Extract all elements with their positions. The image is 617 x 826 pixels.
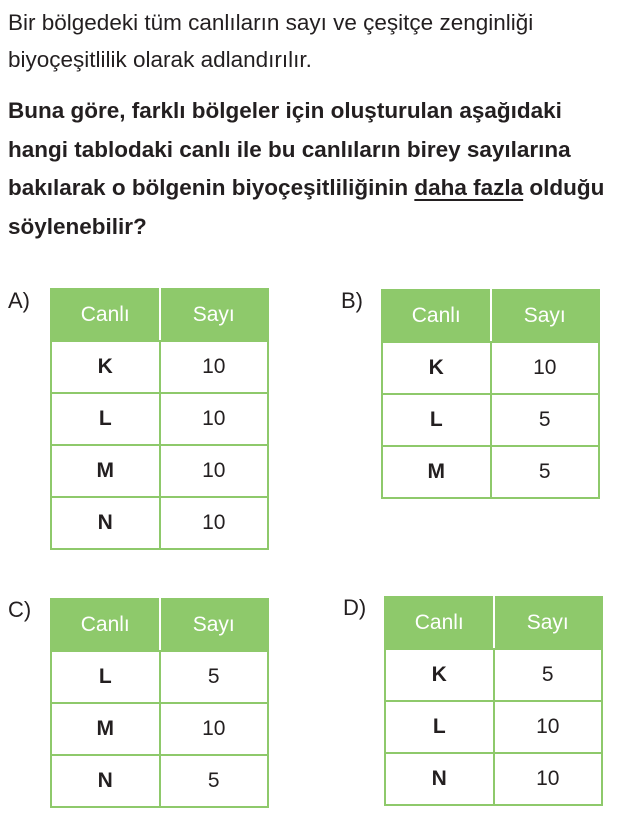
organism-cell: L bbox=[51, 393, 160, 445]
table-header-row bbox=[51, 599, 268, 651]
column-header: Canlı bbox=[382, 290, 491, 342]
organism-cell: N bbox=[51, 497, 160, 549]
table-header-row bbox=[382, 290, 599, 342]
table-row bbox=[51, 497, 268, 549]
table-header-row bbox=[51, 289, 268, 341]
table-row bbox=[51, 341, 268, 393]
column-header: Canlı bbox=[51, 289, 160, 341]
table-row bbox=[51, 445, 268, 497]
organism-cell: M bbox=[51, 703, 160, 755]
option-b-label: B) bbox=[341, 288, 363, 313]
intro-text: Bir bölgedeki tüm canlıların sayı ve çeşitçe zenginliği biyoçeşitlilik olarak adlandırılır. bbox=[8, 10, 534, 72]
column-header: Sayı bbox=[160, 599, 269, 651]
count-cell: 10 bbox=[494, 701, 603, 753]
organism-cell: L bbox=[385, 701, 494, 753]
column-header: Sayı bbox=[491, 290, 600, 342]
organism-cell: N bbox=[385, 753, 494, 805]
table-row bbox=[382, 394, 599, 446]
column-header: Sayı bbox=[160, 289, 269, 341]
table-row bbox=[385, 701, 602, 753]
count-cell: 10 bbox=[491, 342, 600, 394]
organism-cell: K bbox=[385, 649, 494, 701]
table-row bbox=[382, 342, 599, 394]
count-cell: 5 bbox=[160, 755, 269, 807]
count-cell: 10 bbox=[160, 341, 269, 393]
organism-cell: N bbox=[51, 755, 160, 807]
table-row bbox=[51, 651, 268, 703]
table-row bbox=[51, 703, 268, 755]
organism-cell: M bbox=[51, 445, 160, 497]
table-header-row bbox=[385, 597, 602, 649]
column-header: Canlı bbox=[51, 599, 160, 651]
table-row bbox=[51, 393, 268, 445]
table-row bbox=[385, 649, 602, 701]
question-text-start: Buna göre, farklı bölgeler için oluşturulan aşağıdaki hangi tablodaki canlı ile bu canlıların birey sayılarına bakılarak o bölgenin biyoçeşitliliğinin bbox=[8, 98, 571, 200]
table-row bbox=[51, 755, 268, 807]
option-d-label: D) bbox=[343, 595, 367, 620]
organism-cell: K bbox=[382, 342, 491, 394]
count-cell: 10 bbox=[160, 703, 269, 755]
table-row bbox=[385, 753, 602, 805]
option-a-label: A) bbox=[8, 288, 30, 313]
organism-cell: L bbox=[51, 651, 160, 703]
count-cell: 5 bbox=[491, 446, 600, 498]
organism-cell: L bbox=[382, 394, 491, 446]
count-cell: 10 bbox=[160, 393, 269, 445]
count-cell: 10 bbox=[160, 497, 269, 549]
option-b-table bbox=[381, 289, 600, 499]
count-cell: 5 bbox=[160, 651, 269, 703]
count-cell: 10 bbox=[494, 753, 603, 805]
option-c-label: C) bbox=[8, 597, 32, 622]
question-emphasis: daha fazla bbox=[414, 175, 524, 200]
option-c-table bbox=[50, 598, 269, 808]
question-text-end: olduğu söylenebilir? bbox=[8, 175, 605, 239]
option-d-table bbox=[384, 596, 603, 806]
count-cell: 10 bbox=[160, 445, 269, 497]
count-cell: 5 bbox=[494, 649, 603, 701]
organism-cell: M bbox=[382, 446, 491, 498]
option-a-table bbox=[50, 288, 269, 550]
table-row bbox=[382, 446, 599, 498]
organism-cell: K bbox=[51, 341, 160, 393]
column-header: Sayı bbox=[494, 597, 603, 649]
count-cell: 5 bbox=[491, 394, 600, 446]
column-header: Canlı bbox=[385, 597, 494, 649]
question-text bbox=[8, 92, 612, 246]
